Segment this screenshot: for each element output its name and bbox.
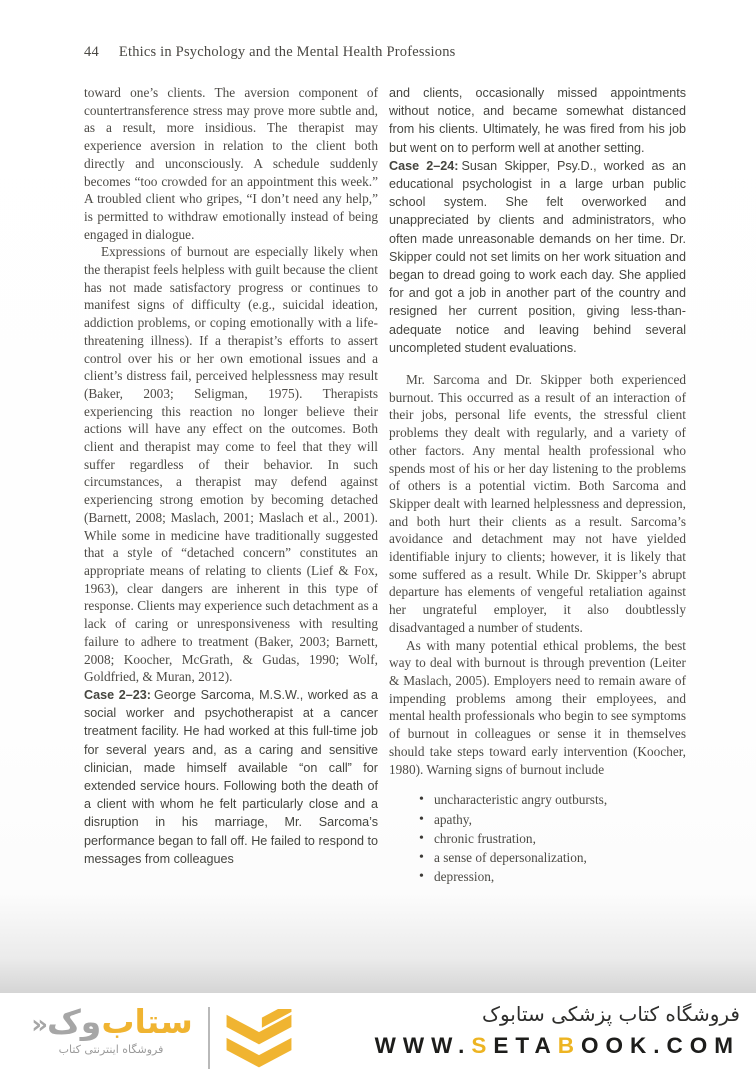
highlight-letter-s: S [471, 1033, 494, 1058]
chevron-logo-icon [222, 1009, 296, 1071]
paragraph: Mr. Sarcoma and Dr. Skipper both experienced burnout. This occurred as a result of an interaction of their jobs, personal life events, the stressful client problems they dealt with regularly, and a variety of other factors. Any mental health professional who spends most of his or her day listening to the problems of others is a potential victim. Both Sarcoma and Skipper dealt with learned helplessness and depression, and both hurt their clients as a result. Sarcoma’s avoidance and detachment may not have yielded identifiable injury to clients; however, it is likely that some suffered as a result. While Dr. Skipper’s abrupt departure has elements of vengeful retaliation against her ungrateful employer, it also doubtlessly disadvantaged a number of students. [389, 372, 686, 635]
list-item: • depression, [419, 867, 686, 886]
case-2-23 [84, 686, 378, 868]
highlight-letter-b: B [557, 1033, 581, 1058]
logo-divider [208, 1007, 210, 1069]
website-url: WWW.SETABOOK.COM [374, 1033, 740, 1058]
paragraph: Expressions of burnout are especially likely when the therapist feels helpless with guilt because the client has not made satisfactory progress or continues to manifest signs of difficulty (e.g., suicidal ideation, addiction problems, or coping emotionally with a life-threatening illness). If a therapist’s efforts to assert control over his or her own emotional issues and a client’s distress fail, perceived helplessness may result (Baker, 2003; Seligman, 1975). Therapists experiencing this reaction no longer believe their actions will have any effect on the outcomes. Both client and therapist may come to feel that they will suffer regardless of their behavior. In such circumstances, a therapist may defend against experiencing strong emotion by becoming detached (Barnett, 2008; Maslach, 2001; Maslach et al., 2001). While some in medicine have traditionally suggested that a style of “detached concern” constitutes an appropriate means of relating to clients (Lief & Fox, 1963), clear dangers are inherent in this type of response. Clients may experience such detachment as a lack of caring or unresponsiveness with resulting failure to adhere to treatment (Baker, 2003; Barnett, 2008; Koocher, McGrath, & Gudas, 1990; Wolf, Goldfried, & Muran, 2012). [84, 244, 378, 685]
case-label: Case 2–24: [389, 158, 459, 173]
list-item: • uncharacteristic angry outbursts, [419, 790, 686, 809]
setabook-wordmark [22, 1002, 200, 1041]
list-item: • apathy, [419, 810, 686, 829]
case-label: Case 2–23: [84, 687, 151, 702]
paragraph: As with many potential ethical problems, the best way to deal with burnout is through prevention (Leiter & Maslach, 2005). Employers need to remain aware of impending problems among their employees, and mental health professionals who begin to see symptoms of burnout in colleagues or sense it in themselves should take steps toward early intervention (Koocher, 1980). Warning signs of burnout include [389, 637, 686, 777]
guillemet-icon: « [31, 1010, 47, 1040]
burnout-warning-list [389, 790, 686, 886]
page-header [84, 44, 456, 61]
logo-tagline: فروشگاه اینترنتی کتاب [58, 1043, 164, 1056]
setabook-footer-banner [0, 993, 756, 1080]
footer-right-block [375, 1001, 740, 1059]
list-item: • a sense of depersonalization, [419, 848, 686, 867]
right-column [389, 84, 686, 887]
case-2-23-continuation: and clients, occasionally missed appointments without notice, and became somewhat distanced from his clients. Ultimately, he was fired from his job but went on to perform well at another setting. [389, 86, 686, 155]
list-item: • chronic frustration, [419, 829, 686, 848]
left-column [84, 84, 378, 868]
case-text: George Sarcoma, M.S.W., worked as a social worker and psychotherapist at a cancer treatment facility. He had worked at this full-time job for several years and, as a caring and sensitive clinician, made himself available “on call” for extended service hours. Following both the death of a client with whom he felt particularly close and a disruption in his marriage, Mr. Sarcoma’s performance began to fall off. He failed to respond to messages from colleagues [84, 687, 378, 866]
store-title: فروشگاه کتاب پزشکی ستابوک [482, 1002, 740, 1026]
case-2-24 [389, 157, 686, 357]
page-number: 44 [84, 44, 99, 60]
case-text: Susan Skipper, Psy.D., worked as an educational psychologist in a large urban public school system. She felt overworked and unappreciated by clients and administrators, who often made unreasonable demands on her time. Dr. Skipper could not set limits on her work situation and began to dread going to work each day. She applied for and got a job in another part of the country and resigned her current position, giving less-than-adequate notice and leaving behind several uncompleted student evaluations. [389, 158, 686, 355]
running-title: Ethics in Psychology and the Mental Health Professions [118, 44, 456, 60]
wordmark-yellow-part: ستاب [101, 1002, 193, 1041]
wordmark-gray-part: وک [47, 1002, 102, 1041]
setabook-logo [22, 1002, 200, 1056]
paragraph: toward one’s clients. The aversion component of countertransference stress may prove more subtle and, as a result, more insidious. The therapist may experience aversion in relation to the client both directly and unconsciously. A schedule suddenly becomes “too crowded for an appointment this week.” A troubled client who gripes, “I don’t need any help,” is permitted to withdraw emotionally instead of being engaged in dialogue. [84, 85, 378, 242]
